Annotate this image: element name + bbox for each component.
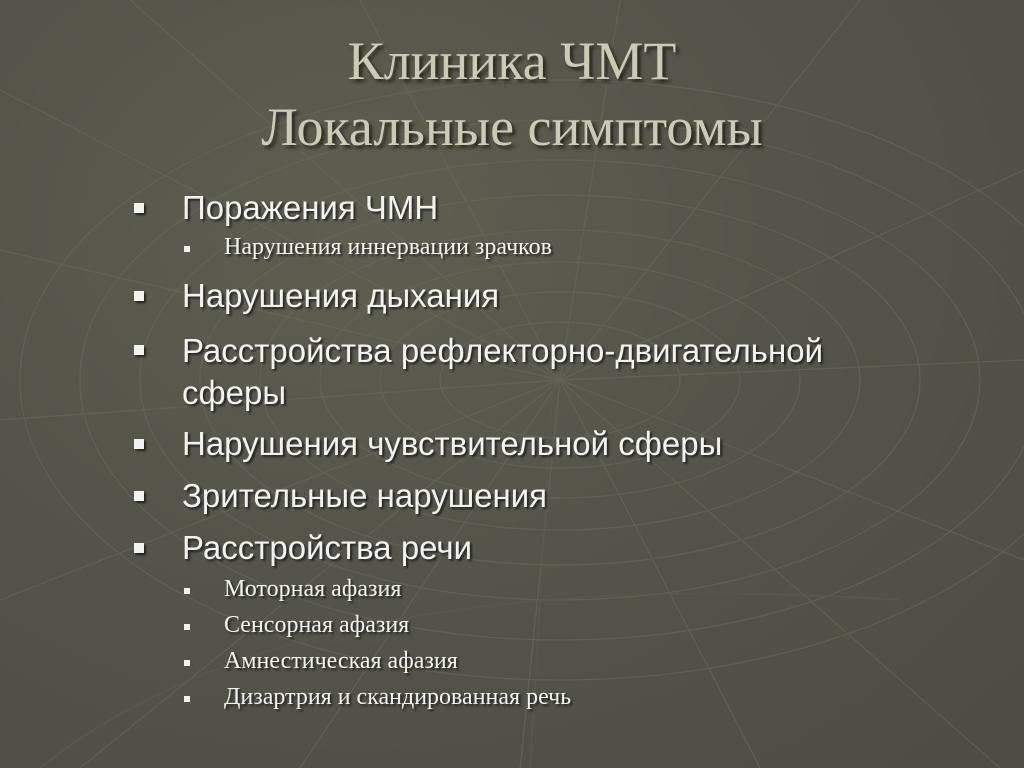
slide-title-line-2: Локальные симптомы — [261, 97, 763, 157]
list-item-label: Нарушения дыхания — [182, 277, 500, 314]
list-item-label: Нарушения чувствительной сферы — [182, 425, 723, 462]
sub-item — [130, 232, 950, 262]
small-square-bullet-icon — [184, 588, 190, 594]
small-square-bullet-icon — [184, 696, 190, 702]
list-item-breathing — [130, 276, 950, 316]
list-item-label: Поражения ЧМН — [182, 189, 439, 226]
list-item-sensory — [130, 424, 950, 464]
square-bullet-icon — [134, 491, 144, 501]
sub-item-label: Сенсорная афазия — [224, 612, 410, 638]
sub-item — [130, 682, 950, 712]
list-item-label: Расстройства рефлекторно-двигательной — [182, 332, 824, 369]
list-item-label: Расстройства речи — [182, 529, 473, 566]
list-item-visual — [130, 476, 950, 516]
small-square-bullet-icon — [184, 660, 190, 666]
square-bullet-icon — [134, 291, 144, 301]
slide-title-line-1: Клиника ЧМТ — [347, 31, 677, 91]
sub-item — [130, 646, 950, 676]
square-bullet-icon — [134, 345, 144, 355]
sub-item-label: Нарушения иннервации зрачков — [224, 234, 552, 260]
list-item-cranial-nerves — [130, 188, 950, 228]
sub-item-label: Амнестическая афазия — [224, 648, 458, 674]
sub-item-label: Дизартрия и скандированная речь — [224, 684, 572, 710]
list-item-reflex-motor — [130, 330, 950, 414]
list-item-label: Зрительные нарушения — [182, 477, 548, 514]
list-item-speech — [130, 528, 950, 568]
slide-title — [0, 28, 1024, 160]
small-square-bullet-icon — [184, 624, 190, 630]
square-bullet-icon — [134, 203, 144, 213]
bullet-list — [130, 188, 950, 712]
list-item-label-continuation: сферы — [182, 374, 287, 411]
square-bullet-icon — [134, 543, 144, 553]
sub-item-label: Моторная афазия — [224, 576, 402, 602]
sub-item — [130, 574, 950, 604]
square-bullet-icon — [134, 439, 144, 449]
sub-item — [130, 610, 950, 640]
small-square-bullet-icon — [184, 246, 190, 252]
